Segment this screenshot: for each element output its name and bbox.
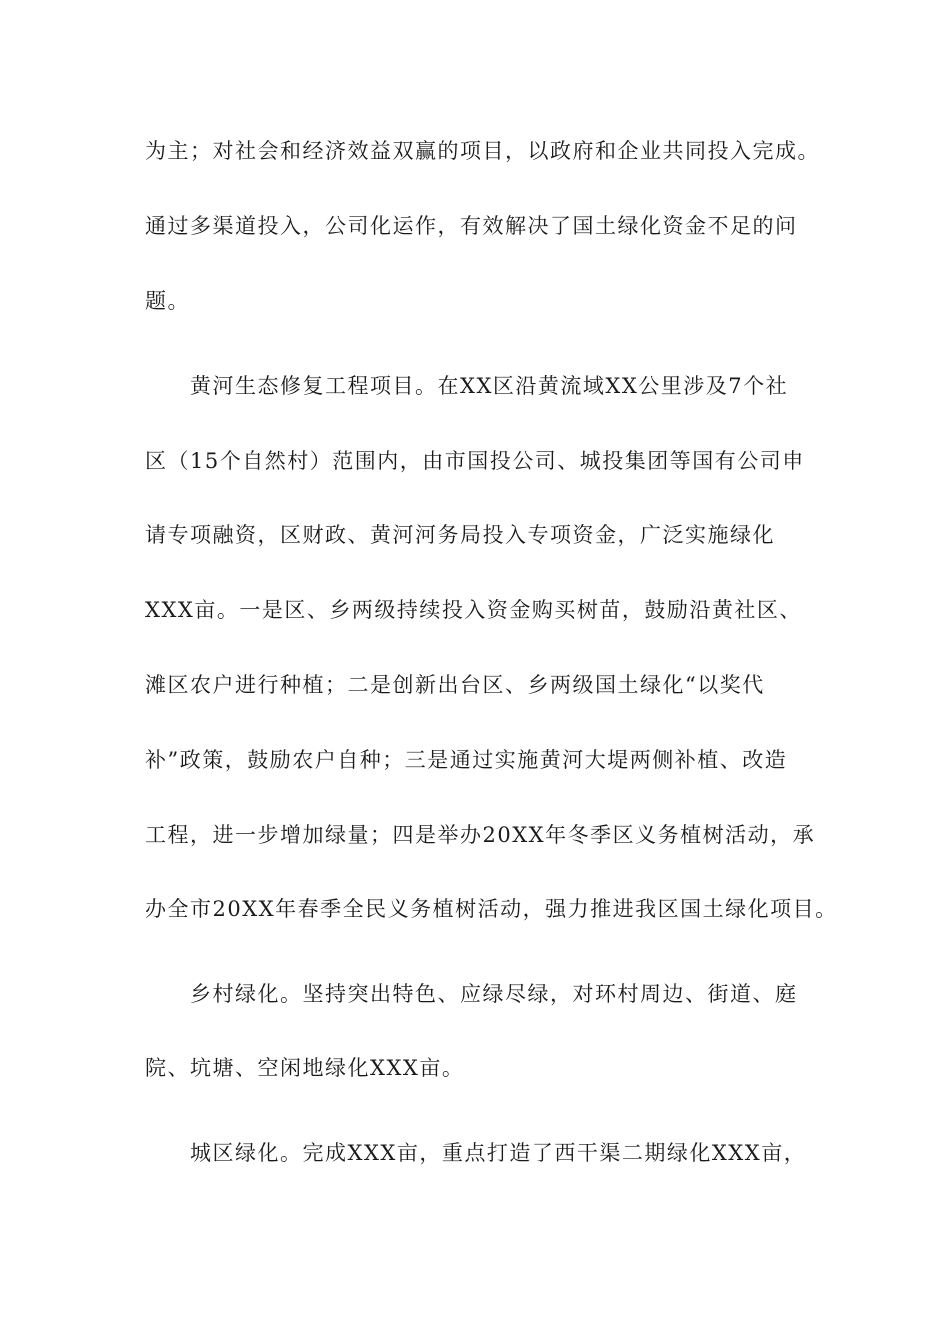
text-line: 请专项融资，区财政、黄河河务局投入专项资金，广泛实施绿化: [145, 523, 775, 547]
text-line: XXX亩。一是区、乡两级持续投入资金购买树苗，鼓励沿黄社区、: [145, 598, 802, 622]
text-line: 通过多渠道投入，公司化运作，有效解决了国土绿化资金不足的问: [145, 214, 798, 238]
text-line: 办全市20XX年春季全民义务植树活动，强力推进我区国土绿化项目。: [145, 897, 838, 921]
paragraph-start-line: 乡村绿化。坚持突出特色、应绿尽绿，对环村周边、街道、庭: [190, 982, 798, 1006]
paragraph-start-line: 城区绿化。完成XXX亩，重点打造了西干渠二期绿化XXX亩，: [190, 1141, 807, 1165]
text-line: 滩区农户进行种植；二是创新出台区、乡两级国土绿化“以奖代: [145, 673, 765, 697]
text-line: 工程，进一步增加绿量；四是举办20XX年冬季区义务植树活动，承: [145, 823, 816, 847]
text-line: 题。: [145, 289, 190, 313]
paragraph-start-line: 黄河生态修复工程项目。在XX区沿黄流域XX公里涉及7个社: [190, 374, 789, 398]
text-line: 院、坑塘、空闲地绿化XXX亩。: [145, 1056, 465, 1080]
text-line: 区（15个自然村）范围内，由市国投公司、城投集团等国有公司申: [145, 449, 805, 473]
text-line: 为主；对社会和经济效益双赢的项目，以政府和企业共同投入完成。: [145, 139, 820, 163]
text-line: 补”政策，鼓励农户自种；三是通过实施黄河大堤两侧补植、改造: [145, 748, 788, 772]
